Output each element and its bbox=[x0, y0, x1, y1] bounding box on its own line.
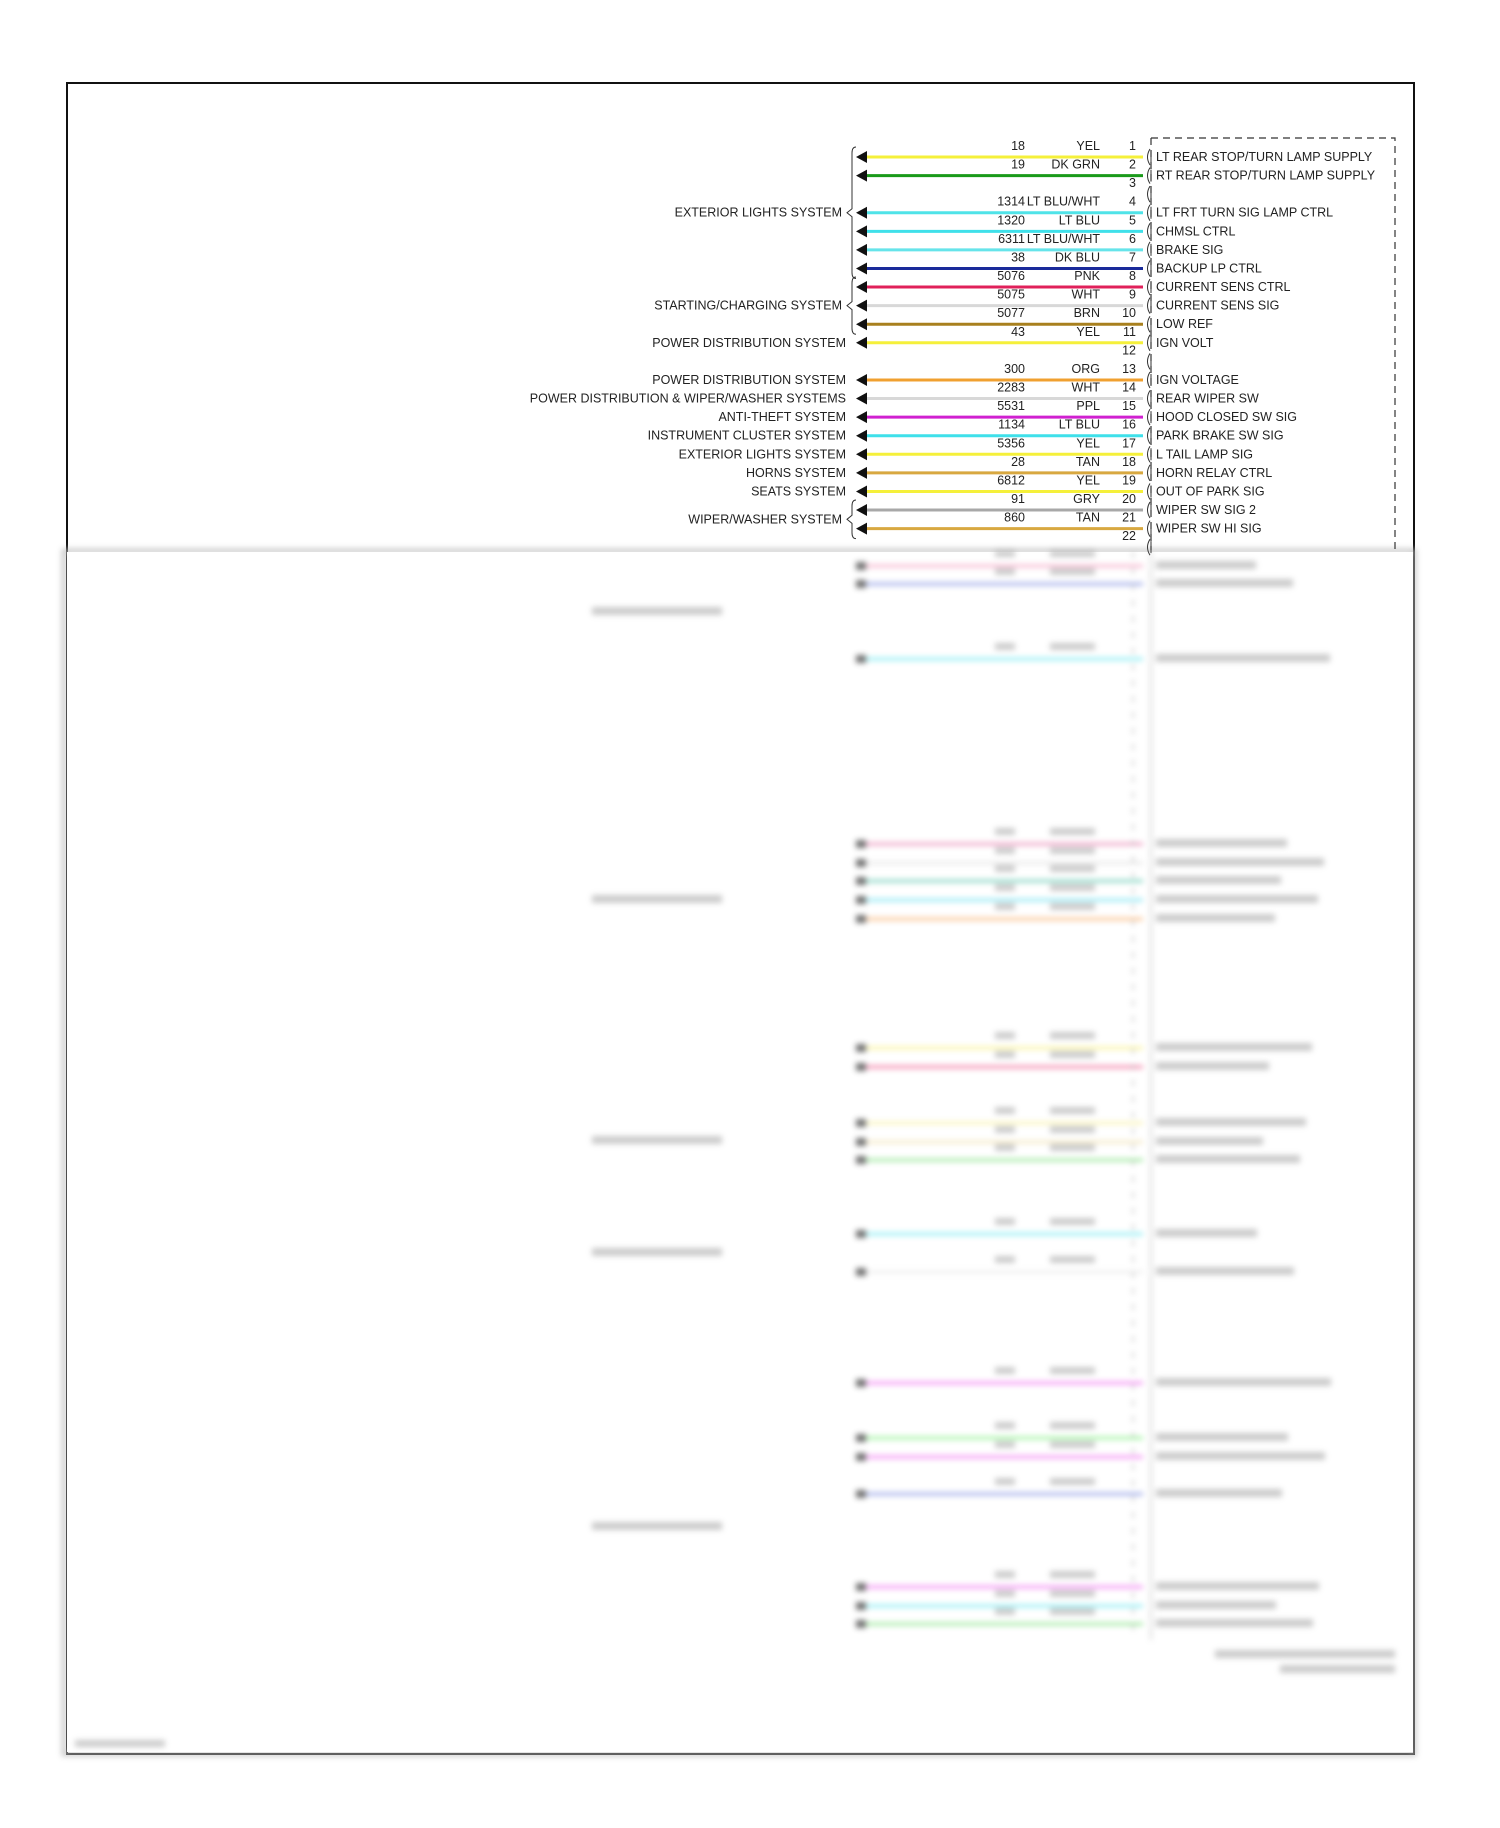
obscured-color-code bbox=[1050, 1256, 1095, 1263]
wire-color-code: YEL bbox=[1076, 473, 1100, 488]
obscured-circuit bbox=[995, 568, 1015, 575]
obscured-footnote bbox=[1280, 1665, 1395, 1673]
pin-function: LOW REF bbox=[1156, 317, 1213, 332]
obscured-label bbox=[1156, 1043, 1312, 1051]
group-brace bbox=[847, 147, 856, 278]
pin-number: 14 bbox=[1122, 380, 1136, 395]
obscured-label bbox=[1156, 1267, 1294, 1275]
pin-number: 18 bbox=[1122, 454, 1136, 469]
obscured-color-code bbox=[1050, 865, 1095, 872]
pin-number: 15 bbox=[1122, 399, 1136, 414]
connector-terminal bbox=[1148, 279, 1151, 295]
pin-number: 16 bbox=[1122, 417, 1136, 432]
wire-color-code: YEL bbox=[1076, 324, 1100, 339]
pin-function: LT REAR STOP/TURN LAMP SUPPLY bbox=[1156, 150, 1373, 164]
obscured-color-code bbox=[1050, 847, 1095, 854]
wire-color-code: PNK bbox=[1074, 269, 1100, 284]
obscured-arrow-icon bbox=[856, 896, 866, 904]
obscured-system-label bbox=[592, 1248, 722, 1256]
wire-color-code: LT BLU/WHT bbox=[1026, 194, 1100, 209]
wire-color-code: YEL bbox=[1076, 436, 1100, 451]
pin-number: 13 bbox=[1122, 361, 1136, 376]
circuit-number: 1320 bbox=[997, 213, 1025, 228]
arrow-icon bbox=[856, 244, 867, 256]
circuit-number: 300 bbox=[1004, 361, 1025, 376]
obscured-color-code bbox=[1050, 550, 1095, 557]
pin-function: LT FRT TURN SIG LAMP CTRL bbox=[1156, 205, 1334, 220]
obscured-arrow-icon bbox=[856, 1268, 866, 1276]
wire-color-code: LT BLU/WHT bbox=[1026, 231, 1100, 246]
connector-terminal bbox=[1148, 446, 1151, 462]
obscured-region-bg bbox=[67, 552, 1413, 1752]
pin-number: 10 bbox=[1122, 306, 1136, 321]
circuit-number: 860 bbox=[1004, 510, 1025, 525]
obscured-figure-id bbox=[75, 1740, 165, 1747]
obscured-circuit bbox=[995, 1590, 1015, 1597]
pin-function: RT REAR STOP/TURN LAMP SUPPLY bbox=[1156, 168, 1376, 183]
circuit-number: 5356 bbox=[997, 436, 1025, 451]
system-label: POWER DISTRIBUTION & WIPER/WASHER SYSTEMS bbox=[529, 391, 846, 406]
obscured-arrow-icon bbox=[856, 1602, 866, 1610]
obscured-arrow-icon bbox=[856, 915, 866, 923]
system-label: HORNS SYSTEM bbox=[745, 465, 846, 480]
obscured-color-code bbox=[1050, 1608, 1095, 1615]
arrow-icon bbox=[856, 318, 867, 330]
connector-terminal bbox=[1148, 186, 1151, 202]
wire-color-code: WHT bbox=[1071, 287, 1100, 302]
obscured-arrow-icon bbox=[856, 1583, 866, 1591]
obscured-arrow-icon bbox=[856, 859, 866, 867]
arrow-icon bbox=[856, 300, 867, 312]
connector-row bbox=[856, 362, 1239, 388]
obscured-arrow-icon bbox=[856, 1620, 866, 1628]
obscured-circuit bbox=[995, 847, 1015, 854]
obscured-label bbox=[1156, 1489, 1282, 1497]
pin-function: BRAKE SIG bbox=[1156, 242, 1224, 257]
pin-function: L TAIL LAMP SIG bbox=[1156, 447, 1254, 462]
obscured-circuit bbox=[995, 903, 1015, 910]
group-brace bbox=[847, 277, 856, 334]
pin-function: HORN RELAY CTRL bbox=[1156, 465, 1273, 480]
connector-terminal bbox=[1148, 353, 1151, 369]
system-label: ANTI-THEFT SYSTEM bbox=[718, 410, 846, 425]
pin-number: 2 bbox=[1129, 157, 1136, 172]
obscured-system-label bbox=[592, 1136, 722, 1144]
obscured-color-code bbox=[1050, 1422, 1095, 1429]
connector-terminal bbox=[1148, 391, 1151, 407]
obscured-color-code bbox=[1050, 1032, 1095, 1039]
circuit-number: 18 bbox=[1011, 139, 1025, 153]
obscured-circuit bbox=[995, 828, 1015, 835]
obscured-label bbox=[1156, 1137, 1263, 1145]
connector-terminal bbox=[1148, 372, 1151, 388]
system-label: EXTERIOR LIGHTS SYSTEM bbox=[674, 205, 842, 220]
wire-color-code: GRY bbox=[1073, 492, 1100, 507]
obscured-color-code bbox=[1050, 1367, 1095, 1374]
system-label: POWER DISTRIBUTION SYSTEM bbox=[652, 372, 846, 387]
obscured-arrow-icon bbox=[856, 1119, 866, 1127]
system-label: INSTRUMENT CLUSTER SYSTEM bbox=[647, 428, 846, 443]
connector-terminal bbox=[1148, 223, 1151, 239]
obscured-circuit bbox=[995, 1051, 1015, 1058]
wire-color-code: ORG bbox=[1071, 361, 1100, 376]
arrow-icon bbox=[856, 485, 867, 497]
pin-function: CURRENT SENS CTRL bbox=[1156, 280, 1291, 295]
obscured-color-code bbox=[1050, 1478, 1095, 1485]
pin-function: CURRENT SENS SIG bbox=[1156, 298, 1280, 313]
connector-terminal bbox=[1148, 260, 1151, 276]
connector-terminal bbox=[1148, 298, 1151, 314]
system-group bbox=[751, 484, 846, 498]
obscured-system-label bbox=[592, 1522, 722, 1530]
obscured-system-label bbox=[592, 895, 722, 903]
connector-terminal bbox=[1148, 149, 1151, 165]
connector-terminal bbox=[1148, 242, 1151, 258]
obscured-circuit bbox=[995, 1367, 1015, 1374]
pin-function: PARK BRAKE SW SIG bbox=[1156, 428, 1284, 443]
obscured-label bbox=[1156, 654, 1330, 662]
arrow-icon bbox=[856, 523, 867, 535]
obscured-arrow-icon bbox=[856, 1490, 866, 1498]
wire-color-code: LT BLU bbox=[1058, 417, 1100, 432]
system-label: POWER DISTRIBUTION SYSTEM bbox=[652, 335, 846, 350]
circuit-number: 6812 bbox=[997, 473, 1025, 488]
obscured-label bbox=[1156, 1601, 1276, 1609]
pin-number: 9 bbox=[1129, 287, 1136, 302]
obscured-label bbox=[1156, 858, 1324, 866]
wire-color-code: WHT bbox=[1071, 380, 1100, 395]
arrow-icon bbox=[856, 504, 867, 516]
connector-terminal bbox=[1148, 483, 1151, 499]
obscured-label bbox=[1156, 1229, 1257, 1237]
arrow-icon bbox=[856, 448, 867, 460]
obscured-system-label bbox=[592, 607, 722, 615]
obscured-arrow-icon bbox=[856, 1453, 866, 1461]
system-groups bbox=[530, 147, 856, 539]
arrow-icon bbox=[856, 411, 867, 423]
arrow-icon bbox=[856, 170, 867, 182]
obscured-label bbox=[1156, 1582, 1319, 1590]
obscured-color-code bbox=[1050, 1107, 1095, 1114]
connector-terminal bbox=[1148, 335, 1151, 351]
arrow-icon bbox=[856, 262, 867, 274]
obscured-label bbox=[1156, 876, 1281, 884]
obscured-circuit bbox=[995, 1256, 1015, 1263]
arrow-icon bbox=[856, 430, 867, 442]
arrow-icon bbox=[856, 207, 867, 219]
pin-function: BACKUP LP CTRL bbox=[1156, 261, 1262, 276]
obscured-label bbox=[1156, 561, 1256, 569]
pin-function: REAR WIPER SW bbox=[1156, 391, 1259, 406]
obscured-label bbox=[1156, 1433, 1288, 1441]
obscured-arrow-icon bbox=[856, 1230, 866, 1238]
circuit-number: 28 bbox=[1011, 454, 1025, 469]
obscured-circuit bbox=[995, 1126, 1015, 1133]
circuit-number: 5076 bbox=[997, 269, 1025, 284]
obscured-color-code bbox=[1050, 1144, 1095, 1151]
circuit-number: 6311 bbox=[998, 231, 1025, 246]
obscured-label bbox=[1156, 839, 1287, 847]
obscured-circuit bbox=[995, 643, 1015, 650]
obscured-arrow-icon bbox=[856, 1138, 866, 1146]
obscured-label bbox=[1156, 579, 1293, 587]
obscured-label bbox=[1156, 1118, 1306, 1126]
obscured-label bbox=[1156, 1452, 1325, 1460]
arrow-icon bbox=[856, 225, 867, 237]
obscured-color-code bbox=[1050, 1571, 1095, 1578]
obscured-circuit bbox=[995, 1478, 1015, 1485]
obscured-label bbox=[1156, 1619, 1313, 1627]
system-group bbox=[746, 466, 846, 480]
circuit-number: 1314 bbox=[997, 194, 1025, 209]
obscured-color-code bbox=[1050, 643, 1095, 650]
arrow-icon bbox=[856, 337, 867, 349]
system-group bbox=[652, 336, 846, 350]
pin-number: 20 bbox=[1122, 492, 1136, 507]
system-group bbox=[530, 392, 846, 406]
obscured-arrow-icon bbox=[856, 877, 866, 885]
circuit-number: 19 bbox=[1011, 157, 1025, 172]
circuit-number: 5077 bbox=[997, 306, 1025, 321]
circuit-number: 5531 bbox=[997, 399, 1025, 414]
connector-terminal bbox=[1148, 502, 1151, 518]
circuit-number: 5075 bbox=[997, 287, 1025, 302]
arrow-icon bbox=[856, 393, 867, 405]
wire-color-code: TAN bbox=[1075, 454, 1100, 469]
arrow-icon bbox=[856, 281, 867, 293]
obscured-circuit bbox=[995, 1144, 1015, 1151]
obscured-arrow-icon bbox=[856, 1063, 866, 1071]
obscured-arrow-icon bbox=[856, 840, 866, 848]
obscured-circuit bbox=[995, 884, 1015, 891]
connector-row bbox=[856, 139, 1373, 165]
obscured-circuit bbox=[995, 1441, 1015, 1448]
connector-terminal bbox=[1148, 428, 1151, 444]
arrow-icon bbox=[856, 374, 867, 386]
obscured-color-code bbox=[1050, 1590, 1095, 1597]
system-group bbox=[654, 277, 856, 334]
pin-function: HOOD CLOSED SW SIG bbox=[1156, 410, 1297, 425]
system-group bbox=[679, 447, 846, 461]
obscured-footnote bbox=[1215, 1650, 1395, 1658]
system-label: WIPER/WASHER SYSTEM bbox=[688, 512, 842, 527]
pin-function: WIPER SW SIG 2 bbox=[1156, 503, 1257, 518]
obscured-color-code bbox=[1050, 1051, 1095, 1058]
obscured-color-code bbox=[1050, 568, 1095, 575]
wire-color-code: DK GRN bbox=[1051, 157, 1100, 172]
wire-color-code: DK BLU bbox=[1054, 250, 1100, 265]
connector-terminal bbox=[1148, 521, 1151, 537]
pin-number: 11 bbox=[1123, 324, 1136, 339]
obscured-color-code bbox=[1050, 903, 1095, 910]
circuit-number: 1134 bbox=[998, 417, 1025, 432]
obscured-circuit bbox=[995, 1571, 1015, 1578]
system-group bbox=[648, 429, 846, 443]
obscured-arrow-icon bbox=[856, 1044, 866, 1052]
connector-terminal bbox=[1148, 316, 1151, 332]
wire-color-code: TAN bbox=[1075, 510, 1100, 525]
wire-color-code: YEL bbox=[1076, 139, 1100, 153]
obscured-label bbox=[1156, 1062, 1269, 1070]
circuit-number: 38 bbox=[1011, 250, 1025, 265]
system-group bbox=[652, 373, 846, 387]
arrow-icon bbox=[856, 467, 867, 479]
connector-terminal bbox=[1148, 409, 1151, 425]
obscured-arrow-icon bbox=[856, 1434, 866, 1442]
obscured-color-code bbox=[1050, 1126, 1095, 1133]
circuit-number: 91 bbox=[1011, 492, 1025, 507]
pin-number: 8 bbox=[1129, 269, 1136, 284]
pin-number: 3 bbox=[1129, 176, 1136, 191]
obscured-color-code bbox=[1050, 1441, 1095, 1448]
connector-terminal bbox=[1148, 205, 1151, 221]
wire-color-code: PPL bbox=[1076, 399, 1100, 414]
obscured-arrow-icon bbox=[856, 562, 866, 570]
pin-number: 12 bbox=[1122, 343, 1136, 358]
obscured-color-code bbox=[1050, 884, 1095, 891]
obscured-circuit bbox=[995, 550, 1015, 557]
pin-number: 4 bbox=[1129, 194, 1136, 209]
system-label: STARTING/CHARGING SYSTEM bbox=[654, 298, 842, 313]
obscured-color-code bbox=[1050, 1218, 1095, 1225]
circuit-number: 43 bbox=[1011, 324, 1025, 339]
connector-terminal bbox=[1148, 168, 1151, 184]
pin-function: IGN VOLTAGE bbox=[1156, 372, 1239, 387]
obscured-arrow-icon bbox=[856, 1379, 866, 1387]
pin-function: IGN VOLT bbox=[1156, 335, 1214, 350]
system-label: EXTERIOR LIGHTS SYSTEM bbox=[678, 447, 846, 462]
obscured-label bbox=[1156, 1155, 1300, 1163]
obscured-color-code bbox=[1050, 828, 1095, 835]
group-brace bbox=[847, 500, 856, 539]
obscured-circuit bbox=[995, 1608, 1015, 1615]
pin-number: 22 bbox=[1122, 529, 1136, 544]
obscured-label bbox=[1156, 914, 1275, 922]
obscured-arrow-icon bbox=[856, 1156, 866, 1164]
pin-function: WIPER SW HI SIG bbox=[1156, 521, 1262, 536]
pin-number: 19 bbox=[1122, 473, 1136, 488]
wire-color-code: BRN bbox=[1073, 306, 1100, 321]
connector-rows bbox=[856, 139, 1376, 555]
obscured-circuit bbox=[995, 1218, 1015, 1225]
obscured-circuit bbox=[995, 1107, 1015, 1114]
obscured-label bbox=[1156, 895, 1318, 903]
obscured-circuit bbox=[995, 1422, 1015, 1429]
pin-number: 17 bbox=[1122, 436, 1136, 451]
obscured-circuit bbox=[995, 865, 1015, 872]
pin-number: 7 bbox=[1129, 250, 1136, 265]
obscured-arrow-icon bbox=[856, 655, 866, 663]
circuit-number: 2283 bbox=[997, 380, 1025, 395]
obscured-circuit bbox=[995, 1032, 1015, 1039]
pin-number: 5 bbox=[1129, 213, 1136, 228]
pin-function: OUT OF PARK SIG bbox=[1156, 484, 1265, 499]
pin-number: 21 bbox=[1122, 510, 1136, 525]
wire-color-code: LT BLU bbox=[1058, 213, 1100, 228]
system-group bbox=[688, 500, 856, 539]
system-group bbox=[718, 410, 846, 424]
pin-number: 1 bbox=[1129, 139, 1136, 153]
arrow-icon bbox=[856, 151, 867, 163]
pin-number: 6 bbox=[1129, 231, 1136, 246]
system-label: SEATS SYSTEM bbox=[751, 484, 846, 499]
system-group bbox=[675, 147, 856, 278]
pin-function: CHMSL CTRL bbox=[1156, 224, 1236, 239]
connector-terminal bbox=[1148, 465, 1151, 481]
obscured-arrow-icon bbox=[856, 580, 866, 588]
obscured-label bbox=[1156, 1378, 1331, 1386]
